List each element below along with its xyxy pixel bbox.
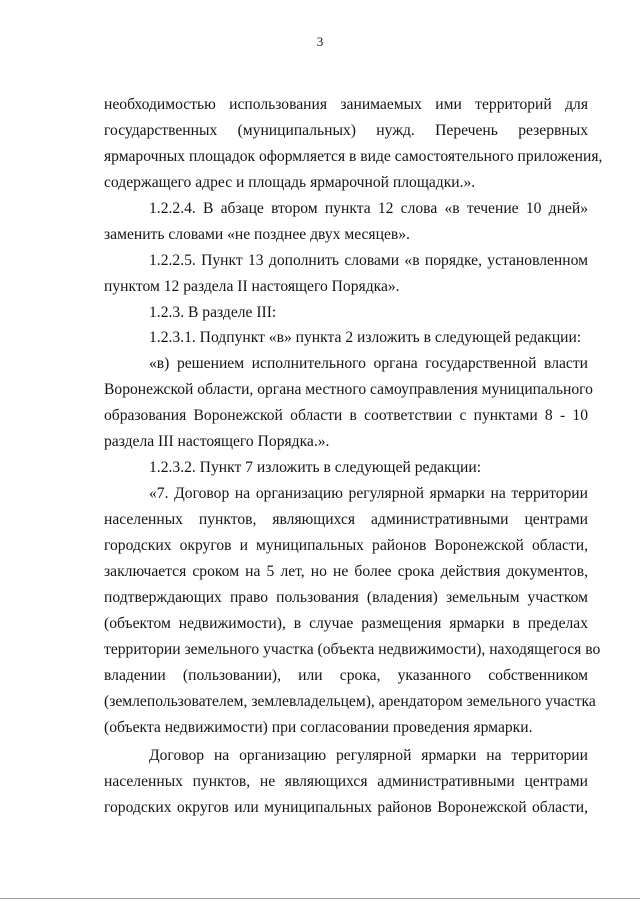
text-line: необходимостью использования занимаемых ими территорий для [104, 96, 588, 113]
text-line: 1.2.3.1. Подпункт «в» пункта 2 изложить в следующей редакции: [149, 329, 582, 347]
text-line: (объектом недвижимости), в случае размещения ярмарки в пределах [104, 614, 588, 632]
text-line: населенных пунктов, не являющихся административными центрами [104, 773, 588, 791]
text-line: городских округов или муниципальных районов Воронежской области, [104, 799, 588, 817]
text-line: (объекта недвижимости) при согласовании проведения ярмарки. [104, 718, 533, 736]
text-line: заменить словами «не позднее двух месяцев». [104, 225, 410, 243]
text-line: 1.2.2.5. Пункт 13 дополнить словами «в порядке, установленном [149, 251, 588, 269]
text-line: раздела III настоящего Порядка.». [104, 433, 330, 451]
text-line: пунктом 12 раздела II настоящего Порядка». [104, 277, 400, 295]
text-line: содержащего адрес и площадь ярмарочной площадки.». [104, 173, 476, 191]
text-line: территории земельного участка (объекта недвижимости), находящегося во [104, 640, 601, 658]
text-line: государственных (муниципальных) нужд. Перечень резервных [104, 121, 588, 139]
text-line: (землепользователем, землевладельцем), арендатором земельного участка [104, 692, 596, 710]
text-line: владении (пользовании), или срока, указанного собственником [104, 666, 588, 684]
text-line: «7. Договор на организацию регулярной ярмарки на территории [149, 485, 588, 503]
text-line: подтверждающих право пользования (владения) земельным участком [104, 588, 588, 606]
text-line: 1.2.3.2. Пункт 7 изложить в следующей редакции: [149, 459, 482, 477]
text-line: образования Воронежской области в соответствии с пунктами 8 - 10 [104, 407, 588, 425]
page-bottom-edge [0, 898, 640, 899]
document-body [104, 92, 603, 821]
text-line: городских округов и муниципальных районов Воронежской области, [104, 536, 588, 554]
text-line: «в) решением исполнительного органа государственной власти [149, 355, 588, 373]
text-line: 1.2.3. В разделе III: [149, 303, 277, 321]
text-line: 1.2.2.4. В абзаце втором пункта 12 слова «в течение 10 дней» [149, 199, 588, 217]
text-line: населенных пунктов, являющихся административными центрами [104, 511, 588, 528]
text-line: Договор на организацию регулярной ярмарки на территории [149, 747, 588, 765]
text-line: ярмарочных площадок оформляется в виде самостоятельного приложения, [104, 147, 603, 165]
text-line: Воронежской области, органа местного самоуправления муниципального [104, 381, 593, 399]
page-number: 3 [316, 34, 324, 49]
text-line: заключается сроком на 5 лет, но не более срока действия документов, [104, 562, 588, 580]
